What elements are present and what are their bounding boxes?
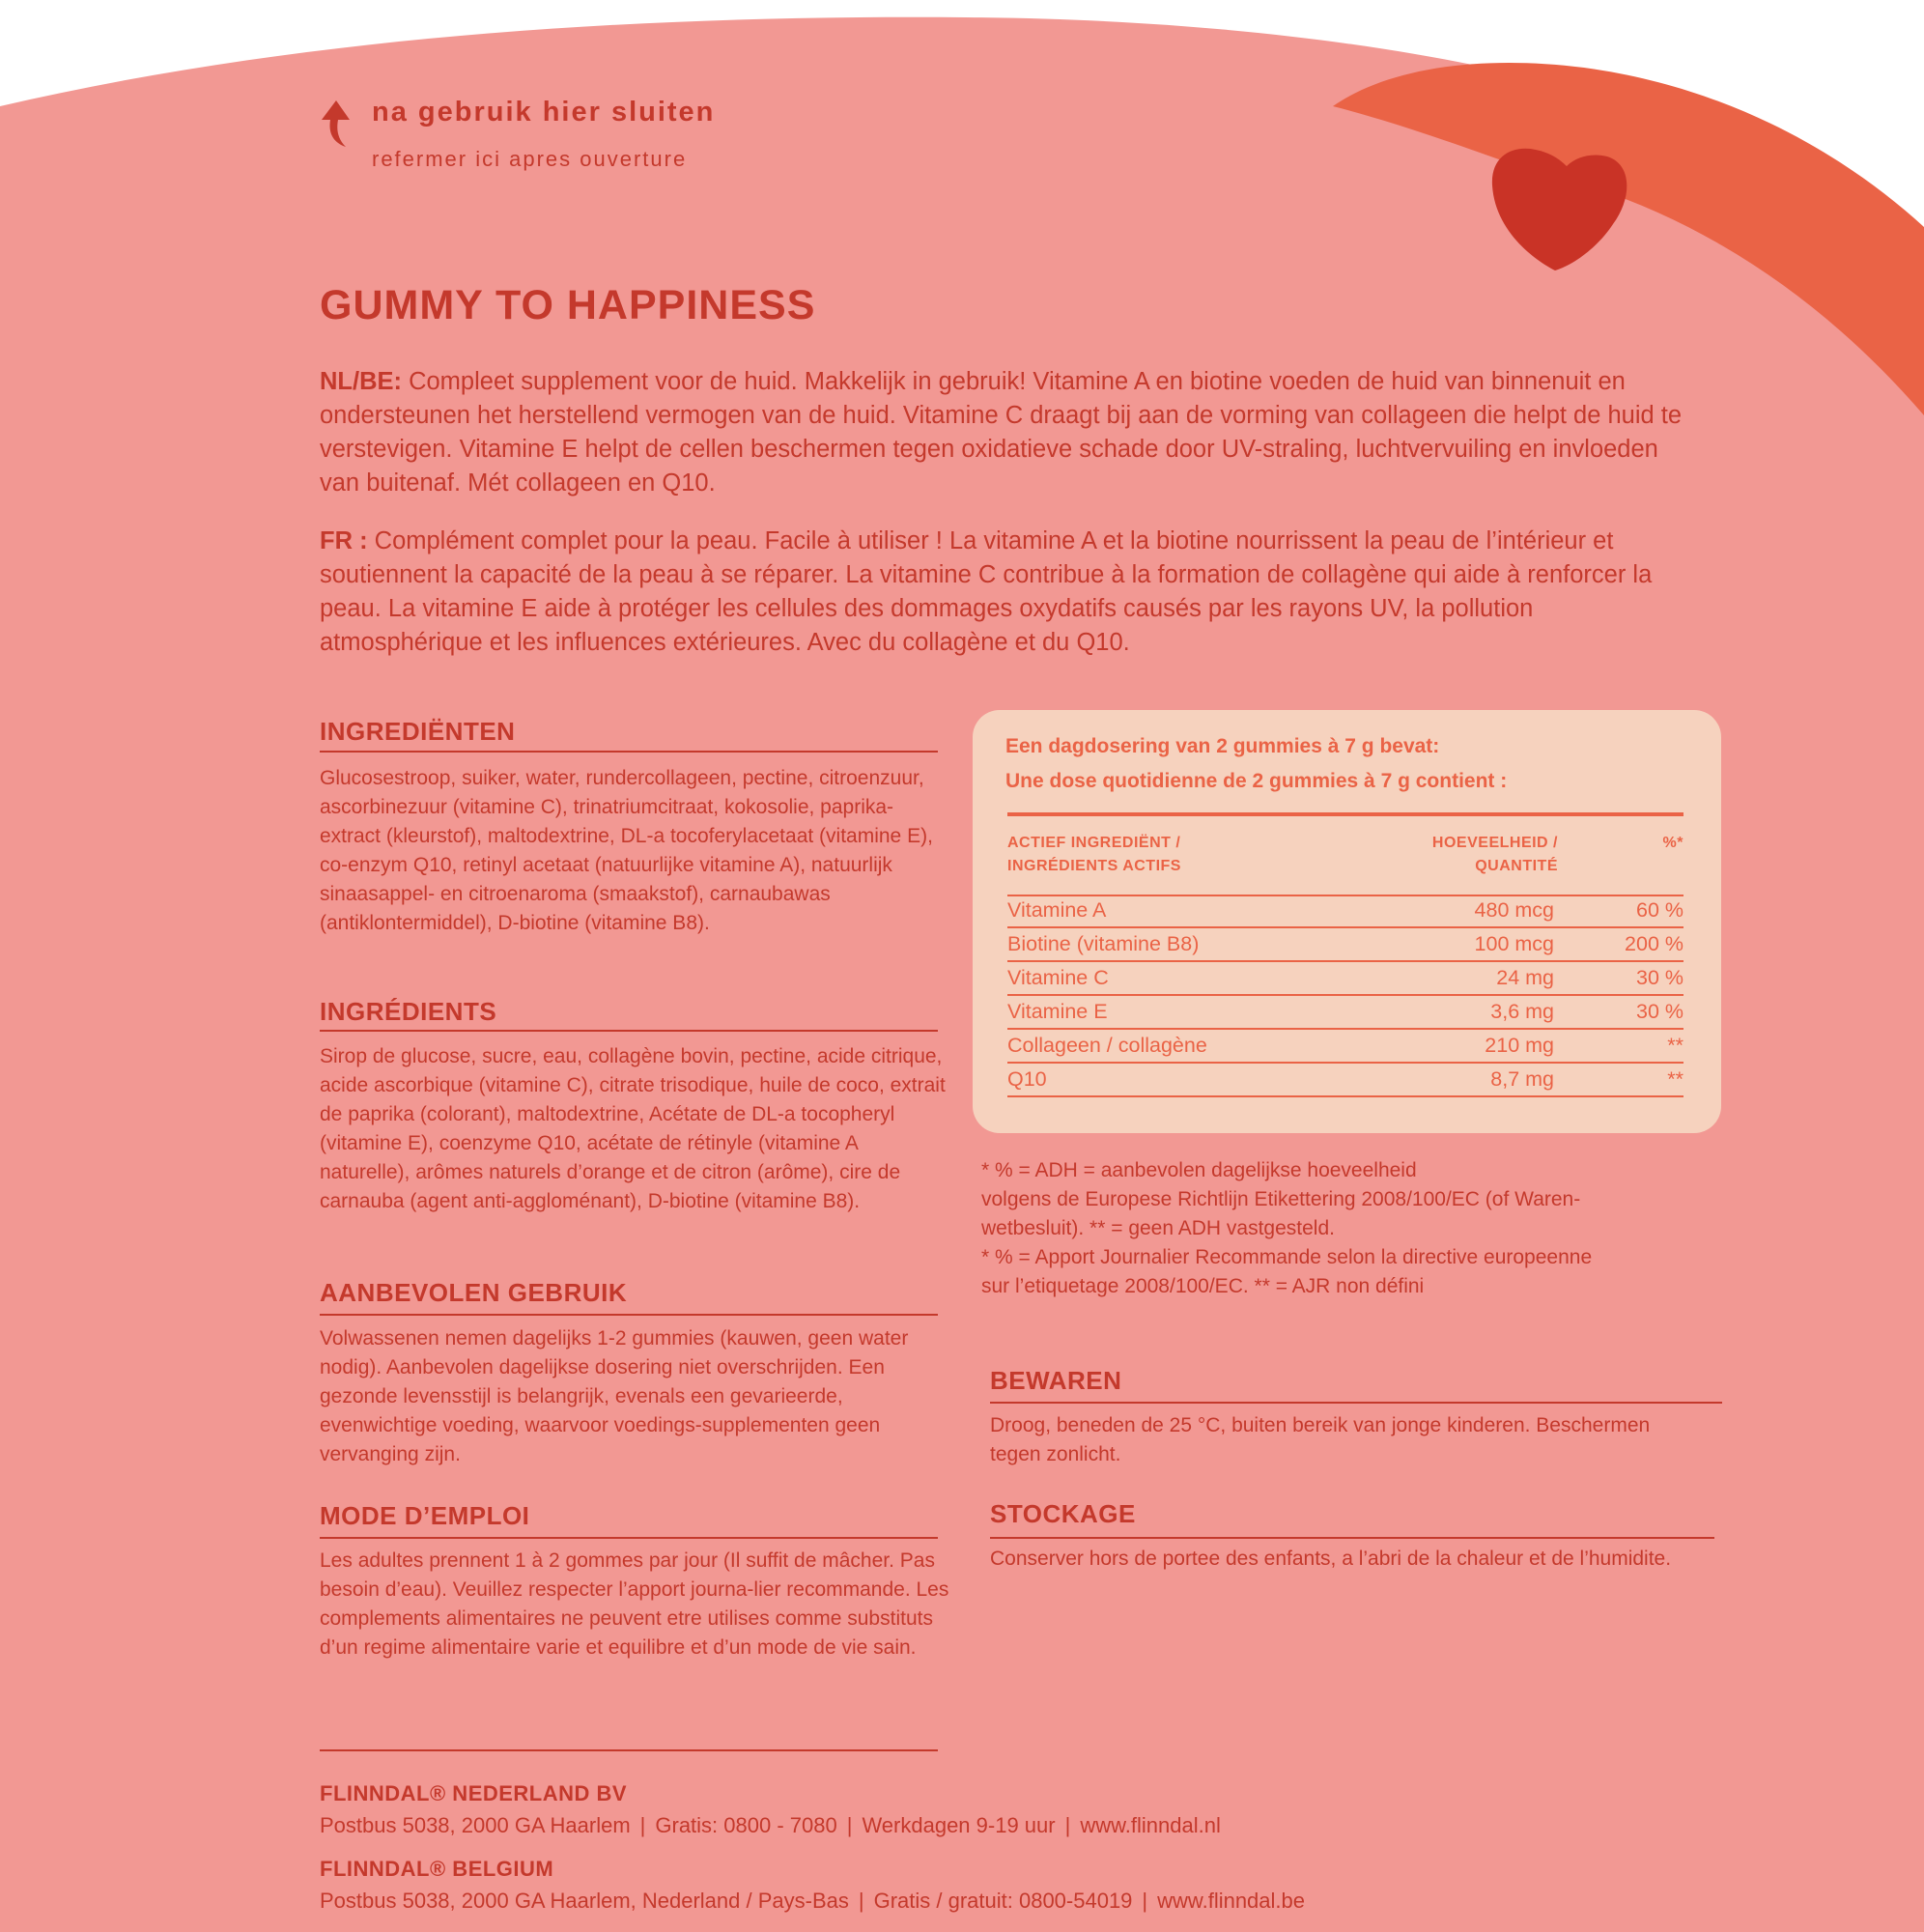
company-nl-contact: Postbus 5038, 2000 GA Haarlem | Gratis: 0800 - 7080 | Werkdagen 9-19 uur | www.flinndal.nl bbox=[320, 1813, 1221, 1837]
reclose-text-nl: na gebruik hier sluiten bbox=[372, 97, 716, 128]
col-header-amount bbox=[1432, 832, 1558, 878]
row-amount: 24 mg bbox=[1496, 966, 1554, 989]
company-nl-hours: Werkdagen 9-19 uur bbox=[862, 1813, 1056, 1837]
ingredients-text: Sirop de glucose, sucre, eau, collagène bovin, pectine, acide citrique, acide ascorbique (vitamine C), citrate trisodique, huile de coco, extrait de paprika (colorant), maltodextrine, Acétate de DL-a tocopheryl (vitamine E), coenzyme Q10, acétate de rétinyle (vitamine A naturelle), arômes naturels d’orange et de citron (arôme), cire de carnauba (agent anti-aggloménant), D-biotine (vitamine B8). bbox=[320, 1045, 946, 1212]
nutrition-table bbox=[973, 710, 1721, 1133]
gebruik-title: AANBEVOLEN GEBRUIK bbox=[320, 1278, 628, 1307]
footnote-line: * % = ADH = aanbevolen dagelijkse hoeveelheid bbox=[981, 1159, 1417, 1181]
emploi-title: MODE D’EMPLOI bbox=[320, 1501, 530, 1530]
rda-footnote bbox=[981, 1156, 1735, 1301]
company-nl bbox=[320, 1781, 1221, 1837]
ingredienten-title: INGREDIËNTEN bbox=[320, 717, 516, 746]
intro-nl-label: NL/BE: bbox=[320, 368, 402, 395]
footnote-line: volgens de Europese Richtlijn Etikettering 2008/100/EC (of Waren- bbox=[981, 1188, 1581, 1210]
nutrition-row bbox=[1007, 962, 1684, 996]
bewaren-rule bbox=[990, 1402, 1722, 1404]
row-pct: 200 % bbox=[1625, 932, 1684, 955]
row-amount: 100 mcg bbox=[1474, 932, 1554, 955]
row-name: Q10 bbox=[1007, 1067, 1047, 1091]
col-header-ingredient bbox=[1007, 832, 1181, 878]
row-pct: 30 % bbox=[1635, 1000, 1684, 1023]
footnote-line: sur l’etiquetage 2008/100/EC. ** = AJR non défini bbox=[981, 1275, 1425, 1297]
intro-fr bbox=[320, 525, 1701, 660]
bewaren-title: BEWAREN bbox=[990, 1366, 1122, 1395]
row-pct: 30 % bbox=[1635, 966, 1684, 989]
nutrition-heading-nl: Een dagdosering van 2 gummies à 7 g bevat: bbox=[1005, 735, 1440, 757]
emploi-rule bbox=[320, 1537, 938, 1539]
col-header-amount-line2: QUANTITÉ bbox=[1475, 858, 1558, 874]
col-header-ingredient-line2: INGRÉDIENTS ACTIFS bbox=[1007, 858, 1181, 874]
stockage-text: Conserver hors de portee des enfants, a l’abri de la chaleur et de l’humidite. bbox=[990, 1548, 1672, 1570]
row-amount: 480 mcg bbox=[1474, 898, 1554, 922]
ingredienten-text: Glucosestroop, suiker, water, rundercollageen, pectine, citroenzuur, ascorbinezuur (vitamine C), trinatriumcitraat, kokosolie, paprika-extract (kleurstof), maltodextrine, DL-a tocoferylacetaat (vitamine E), co-enzym Q10, retinyl acetaat (natuurlijke vitamine A), natuurlijk sinaasappel- en citroenaroma (smaakstof), carnaubawas (antiklontermiddel), D-biotine (vitamine B8). bbox=[320, 767, 933, 934]
company-be-name: FLINNDAL® BELGIUM bbox=[320, 1857, 554, 1881]
ingredients-title: INGRÉDIENTS bbox=[320, 997, 497, 1026]
gebruik-text: Volwassenen nemen dagelijks 1-2 gummies (kauwen, geen water nodig). Aanbevolen dagelijkse dosering niet overschrijden. Een gezonde levensstijl is belangrijk, evenals een gevarieerde, evenwichtige voeding, waarvoor voedings-supplementen geen vervanging zijn. bbox=[320, 1327, 909, 1465]
nutrition-heading-fr: Une dose quotidienne de 2 gummies à 7 g contient : bbox=[1005, 770, 1508, 792]
emploi-text: Les adultes prennent 1 à 2 gommes par jour (Il suffit de mâcher. Pas besoin d’eau). Veuillez respecter l’apport journa-lier recommande. Les complements alimentaires ne peuvent etre utilises comme substituts d’un regime alimentaire varie et equilibre et d’un mode de vie sain. bbox=[320, 1549, 949, 1659]
row-pct: ** bbox=[1667, 1034, 1684, 1057]
stockage-title: STOCKAGE bbox=[990, 1499, 1136, 1528]
nutrition-row bbox=[1007, 1030, 1684, 1064]
row-name: Vitamine E bbox=[1007, 1000, 1108, 1023]
company-nl-address: Postbus 5038, 2000 GA Haarlem bbox=[320, 1813, 631, 1837]
row-name: Vitamine C bbox=[1007, 966, 1109, 989]
company-be bbox=[320, 1857, 1306, 1913]
row-name: Collageen / collagène bbox=[1007, 1034, 1207, 1057]
ingredients-rule bbox=[320, 1030, 938, 1032]
company-nl-name: FLINNDAL® NEDERLAND BV bbox=[320, 1781, 628, 1805]
product-title: GUMMY TO HAPPINESS bbox=[320, 282, 816, 328]
col-header-ingredient-line1: ACTIEF INGREDIËNT / bbox=[1007, 835, 1181, 851]
col-header-amount-line1: HOEVEELHEID / bbox=[1431, 835, 1558, 851]
company-be-website-link[interactable]: www.flinndal.be bbox=[1157, 1889, 1306, 1913]
row-amount: 210 mg bbox=[1485, 1034, 1554, 1057]
gebruik-rule bbox=[320, 1314, 938, 1316]
row-pct: 60 % bbox=[1635, 898, 1684, 922]
intro-nl-text: Compleet supplement voor de huid. Makkelijk in gebruik! Vitamine A en biotine voeden de huid van binnenuit en ondersteunen het herstellend vermogen van de huid. Vitamine C draagt bij aan de vorming van collageen die helpt de huid te verstevigen. Vitamine E helpt de cellen beschermen tegen oxidatieve schade door UV-straling, luchtvervuiling en invloeden van buitenaf. Mét collageen en Q10. bbox=[320, 368, 1683, 497]
bewaren-text: Droog, beneden de 25 °C, buiten bereik van jonge kinderen. Beschermen tegen zonlicht. bbox=[990, 1414, 1651, 1465]
intro-nl bbox=[320, 365, 1701, 500]
ingredienten-rule bbox=[320, 751, 938, 753]
reclose-text-fr: refermer ici apres ouverture bbox=[372, 147, 688, 171]
stockage-rule bbox=[990, 1537, 1714, 1539]
curved-arrow-up-icon bbox=[319, 99, 354, 149]
intro-fr-text: Complément complet pour la peau. Facile à utiliser ! La vitamine A et la biotine nourrissent la peau de l’intérieur et soutiennent la capacité de la peau à se réparer. La vitamine C contribue à la formation de collagène qui aide à renforcer la peau. La vitamine E aide à protéger les cellules des dommages oxydatifs causés par les rayons UV, la pollution atmosphérique et les influences extérieures. Avec du collagène et du Q10. bbox=[320, 527, 1653, 656]
row-pct: ** bbox=[1667, 1067, 1684, 1091]
row-amount: 8,7 mg bbox=[1490, 1067, 1554, 1091]
row-name: Biotine (vitamine B8) bbox=[1007, 932, 1200, 955]
intro-fr-label: FR : bbox=[320, 527, 368, 554]
footnote-line: * % = Apport Journalier Recommande selon la directive europeenne bbox=[981, 1246, 1593, 1268]
nutrition-row bbox=[1007, 1064, 1684, 1097]
row-name: Vitamine A bbox=[1007, 898, 1107, 922]
nutrition-row bbox=[1007, 996, 1684, 1030]
nutrition-row bbox=[1007, 928, 1684, 962]
col-header-pct: %* bbox=[1662, 835, 1684, 851]
row-amount: 3,6 mg bbox=[1490, 1000, 1554, 1023]
footnote-line: wetbesluit). ** = geen ADH vastgesteld. bbox=[981, 1217, 1335, 1239]
nutrition-top-rule bbox=[1007, 812, 1684, 816]
company-be-contact: Postbus 5038, 2000 GA Haarlem, Nederland / Pays-Bas | Gratis / gratuit: 0800-54019 | www.flinndal.be bbox=[320, 1889, 1306, 1913]
nutrition-row bbox=[1007, 895, 1684, 928]
footer-divider bbox=[320, 1749, 938, 1751]
company-be-address: Postbus 5038, 2000 GA Haarlem, Nederland / Pays-Bas bbox=[320, 1889, 849, 1913]
company-be-phone: Gratis / gratuit: 0800-54019 bbox=[873, 1889, 1133, 1913]
company-nl-phone: Gratis: 0800 - 7080 bbox=[655, 1813, 837, 1837]
company-nl-website-link[interactable]: www.flinndal.nl bbox=[1080, 1813, 1221, 1837]
